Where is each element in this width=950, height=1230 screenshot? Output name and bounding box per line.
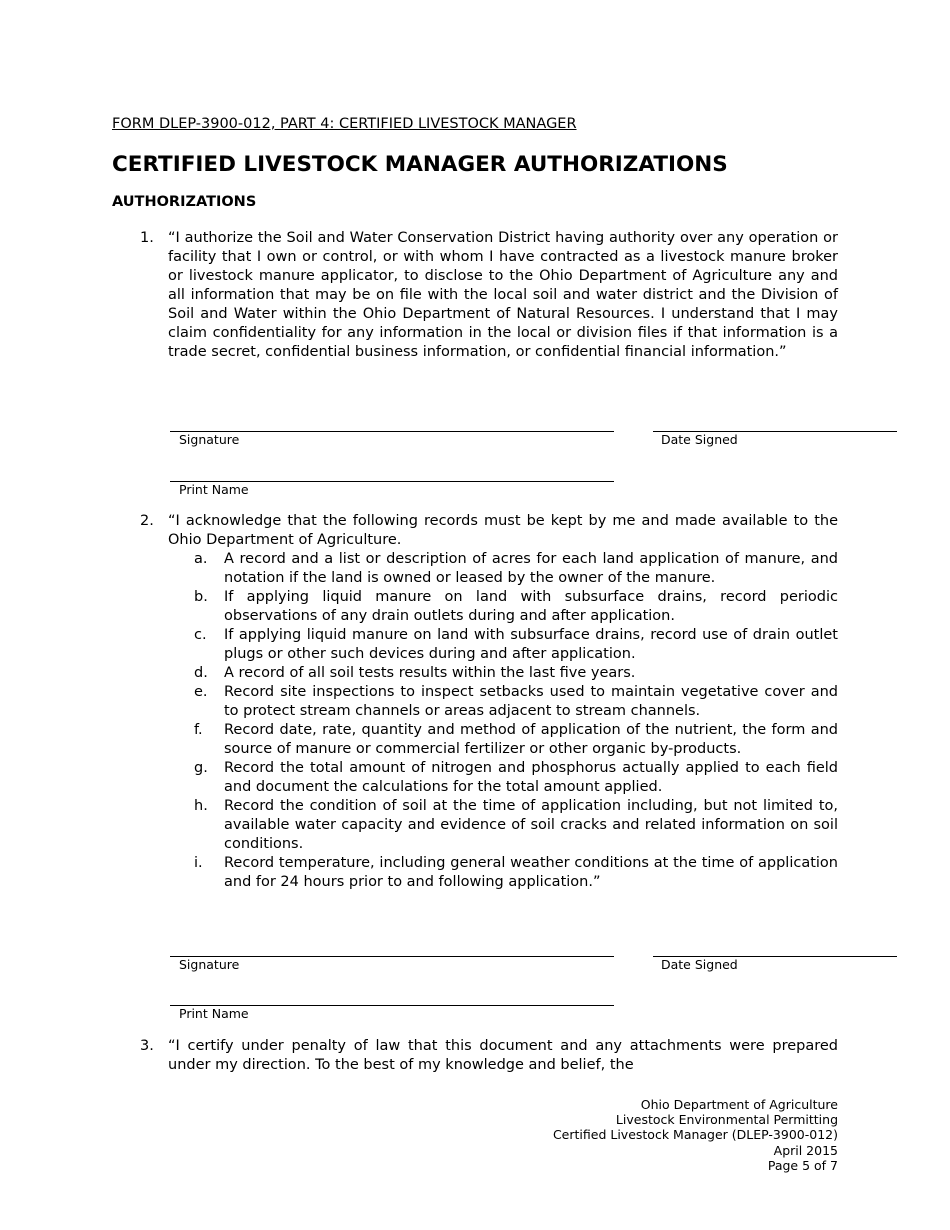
list-item — [194, 759, 838, 797]
item-number: 1. — [140, 230, 154, 246]
authorization-text-1: “I authorize the Soil and Water Conservation District having authority over any operation or facility that I own or control, or with whom I have contracted as a livestock manure broker or livestock manure applicator, to disclose to the Ohio Department of Agriculture any and all information that may be on file with the local soil and water district and the Division of Soil and Water within the Ohio Department of Natural Resources. I understand that I may claim confidentiality for any information in the local or division files if that information is a trade secret, confidential business information, or confidential financial information.” — [168, 230, 838, 360]
signature-label: Signature — [179, 957, 240, 972]
list-item-text: Record temperature, including general weather conditions at the time of application and for 24 hours prior to and following application.” — [224, 855, 838, 890]
footer-line: Certified Livestock Manager (DLEP-3900-012) — [552, 1127, 838, 1143]
footer-line: Ohio Department of Agriculture — [640, 1097, 838, 1112]
page-footer — [553, 1097, 838, 1173]
authorization-text-3: “I certify under penalty of law that this document and any attachments were prepared under my direction. To the best of my knowledge and belief, the — [168, 1038, 838, 1073]
print-name-label: Print Name — [179, 1006, 249, 1021]
form-reference: FORM DLEP-3900-012, PART 4: CERTIFIED LIVESTOCK MANAGER — [112, 116, 577, 132]
page-title: CERTIFIED LIVESTOCK MANAGER AUTHORIZATIONS — [112, 152, 728, 177]
list-letter: d. — [194, 665, 208, 681]
list-item-text: Record the total amount of nitrogen and phosphorus actually applied to each field and document the calculations for the total amount applied. — [224, 760, 838, 795]
list-letter: i. — [194, 855, 203, 871]
section-heading: AUTHORIZATIONS — [112, 194, 257, 210]
list-item — [194, 550, 838, 588]
list-letter: c. — [194, 627, 207, 643]
list-item — [194, 683, 838, 721]
footer-line: April 2015 — [773, 1142, 838, 1158]
signature-label: Signature — [179, 432, 240, 447]
date-signed-label: Date Signed — [661, 957, 738, 972]
list-letter: b. — [194, 589, 208, 605]
list-item-text: If applying liquid manure on land with subsurface drains, record periodic observations of any drain outlets during and after application. — [224, 589, 838, 624]
date-signed-label: Date Signed — [661, 432, 738, 447]
list-item — [194, 588, 838, 626]
list-letter: g. — [194, 760, 208, 776]
list-letter: h. — [194, 798, 208, 814]
list-item-text: If applying liquid manure on land with subsurface drains, record use of drain outlet plugs or other such devices during and after application. — [224, 627, 838, 662]
item-number: 2. — [140, 513, 154, 529]
list-item — [194, 797, 838, 854]
authorization-text-2: “I acknowledge that the following records must be kept by me and made available to the Ohio Department of Agriculture. — [168, 513, 838, 548]
page-number: Page 5 of 7 — [767, 1157, 838, 1173]
record-requirements-list — [194, 550, 838, 892]
item-number: 3. — [140, 1038, 154, 1054]
list-item-text: Record the condition of soil at the time of application including, but not limited to, available water capacity and evidence of soil cracks and related information on soil conditions. — [224, 798, 838, 852]
list-letter: f. — [194, 722, 203, 738]
list-item — [194, 626, 838, 664]
list-item — [194, 854, 838, 892]
print-name-label: Print Name — [179, 482, 249, 497]
list-item — [194, 664, 838, 683]
list-item-text: A record of all soil tests results within the last five years. — [224, 665, 636, 681]
list-item-text: Record site inspections to inspect setbacks used to maintain vegetative cover and to protect stream channels or areas adjacent to stream channels. — [224, 684, 838, 719]
list-letter: e. — [194, 684, 208, 700]
list-item-text: A record and a list or description of acres for each land application of manure, and notation if the land is owned or leased by the owner of the manure. — [224, 551, 838, 586]
list-letter: a. — [194, 551, 208, 567]
list-item — [194, 721, 838, 759]
footer-line: Livestock Environmental Permitting — [615, 1112, 838, 1128]
list-item-text: Record date, rate, quantity and method of application of the nutrient, the form and source of manure or commercial fertilizer or other organic by-products. — [224, 722, 838, 757]
